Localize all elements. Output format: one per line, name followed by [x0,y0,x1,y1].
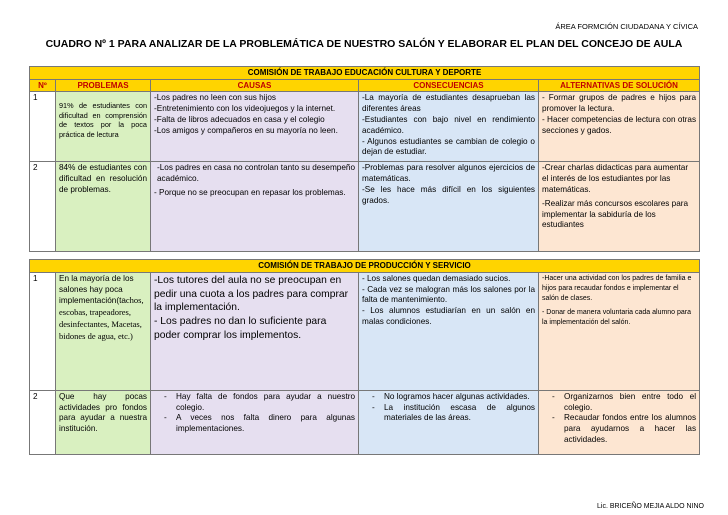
cause-item: - Porque no se preocupan en repasar los problemas. [154,187,346,197]
col-header-causes: CAUSAS [151,79,359,92]
row-number: 1 [30,272,56,390]
consequences-cell [359,162,539,252]
alternatives-cell [539,92,700,162]
alternatives-cell [539,272,700,390]
alternative-item: - Donar de manera voluntaria cada alumno para la implementación del salón. [542,309,692,327]
commission-2-title: COMISIÓN DE TRABAJO DE PRODUCCIÓN Y SERVICIO [30,260,700,273]
consequence-item: -Problemas para resolver algunos ejercicios de matemáticas. [362,163,535,184]
alternative-item: -Crear charlas didacticas para aumentar el interés de los estudiantes por las matemáticas. [542,163,689,194]
problem-text: Que hay pocas actividades pro fondos para ayudar a nuestra institución. [59,391,147,434]
consequence-item: - Los salones quedan demasiado sucios. [362,273,511,283]
consequences-cell [359,272,539,390]
table-row [30,390,700,454]
consequence-item: -Se les hace más difícil en los siguientes grados. [362,184,535,205]
consequence-item: - Los alumnos estudiarían en un salón en malas condiciones. [362,306,535,327]
alternative-item: -Realizar más concursos escolares para implementar la sabiduría de los estudiantes [542,198,689,230]
cause-item: -Los amigos y compañeros en su mayoría no leen. [154,125,338,135]
consequence-item: - La institución escasa de algunos materiales de las áreas. [362,403,535,425]
row-number: 2 [30,390,56,454]
alternative-item: - Recaudar fondos entre los alumnos para ayudarnos a hacer las actividades. [542,413,696,445]
alternative-item: - Formar grupos de padres e hijos para promover la lectura. [542,93,697,114]
document-title: CUADRO Nº 1 PARA ANALIZAR DE LA PROBLEMÁTICA DE NUESTRO SALÓN Y ELABORAR EL PLAN DEL CONCEJO DE AULA [45,38,683,50]
problem-text: En la mayoría de los salones hay poca implementación(ta [59,273,134,306]
cause-item: - Los padres no dan lo suficiente para poder comprar los implementos. [154,316,327,341]
consequence-item: - Cada vez se malogran más los salones por la falta de mantenimiento. [362,284,535,305]
alternatives-cell [539,390,700,454]
problem-cell [56,92,151,162]
row-number: 1 [30,92,56,162]
causes-cell [151,162,359,252]
problem-cell [56,390,151,454]
cause-item: -Los tutores del aula no se preocupan en pedir una cuota a los padres para comprar la implementación. [154,274,349,314]
consequence-item: -La mayoría de estudiantes desaprueban las diferentes áreas [362,93,535,114]
cause-item: - A veces nos falta dinero para algunas implementaciones. [154,413,355,435]
cause-item: -Entretenimiento con los videojuegos y la internet. [154,104,336,114]
col-header-consequences: CONSECUENCIAS [359,79,539,92]
analysis-table [29,66,700,455]
row-number: 2 [30,162,56,252]
table-row [30,162,700,252]
alternatives-cell [539,162,700,252]
causes-cell [151,92,359,162]
causes-cell [151,390,359,454]
column-header-row [30,79,700,92]
col-header-problems: PROBLEMAS [56,79,151,92]
consequences-cell [359,390,539,454]
table-row [30,92,700,162]
alternative-item: -Hacer una actividad con los padres de familia e hijos para recaudar fondos e implementar el salón de clases. [542,274,692,303]
problem-text: 84% de estudiantes con dificultad en resolución de problemas. [59,163,147,194]
col-header-num: Nº [30,79,56,92]
alternative-item: - Organizarnos bien entre todo el colegio. [542,392,696,414]
cause-item: - Hay falta de fondos para ayudar a nuestro colegio. [154,392,355,414]
consequence-item: - Algunos estudiantes se cambian de colegio o dejan de estudiar. [362,136,535,157]
problem-text: 91% de estudiantes con dificultad en comprensión de textos por la poca práctica de lectura [59,101,147,139]
consequences-cell [359,92,539,162]
alternative-item: - Hacer competencias de lectura con otras secciones y gados. [542,114,697,135]
section-separator [30,252,700,260]
cause-item: -Los padres en casa no controlan tanto su desempeño académico. [157,163,355,184]
area-label: ÁREA FORMCIÓN CIUDADANA Y CÍVICA [555,22,698,31]
cause-item: -Falta de libros adecuados en casa y el colegio [154,114,325,124]
consequence-item: -Estudiantes con bajo nivel en rendimiento académico. [362,114,535,135]
commission-header-row [30,67,700,80]
causes-cell [151,272,359,390]
cause-item: -Los padres no leen con sus hijos [154,93,276,103]
problem-cell [56,272,151,390]
col-header-alternatives: ALTERNATIVAS DE SOLUCIÓN [539,79,700,92]
author-signature: Lic. BRICEÑO MEJIA ALDO NINO [597,503,704,510]
problem-cell [56,162,151,252]
commission-header-row [30,260,700,273]
consequence-item: - No logramos hacer algunas actividades. [362,392,535,403]
commission-1-title: COMISIÓN DE TRABAJO EDUCACIÓN CULTURA Y DEPORTE [30,67,700,80]
problem-text-continued: chos, escobas, trapeadores, desinfectantes, Macetas, bidones de agua, etc.) [59,295,144,341]
table-row [30,272,700,390]
